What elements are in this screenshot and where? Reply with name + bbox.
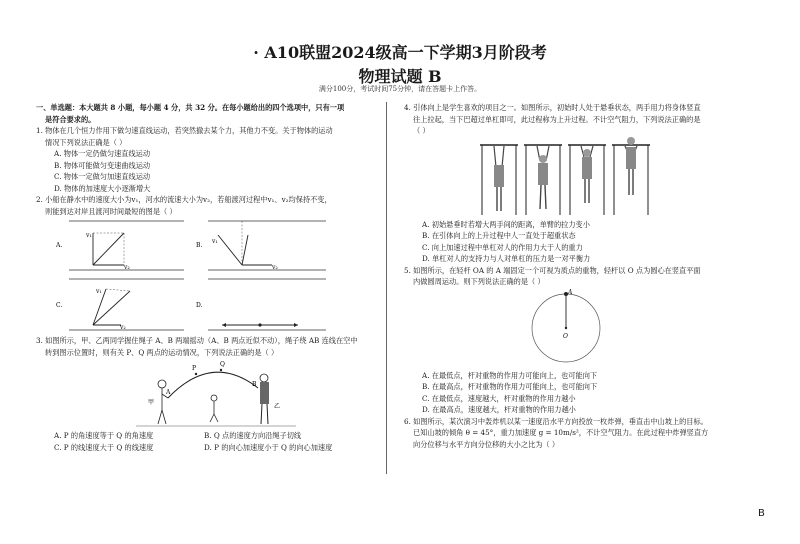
q3-label-p: P (192, 365, 197, 372)
q3-option-b: B. Q 点的速度方向沿绳子切线 (204, 431, 302, 440)
q2c-resultant-arrow (93, 291, 130, 325)
q6-stem: 6. 如图所示，某次演习中轰炸机以某一速度沿水平方向投放一枚炸弹，垂直击中山坡上的目标。 (404, 416, 708, 426)
q2b-v1-arrow (218, 235, 242, 265)
q4-option-a: A. 初始悬垂时若增大两手间的距离，单臂的拉力变小 (422, 219, 590, 229)
q2d-boat (258, 323, 261, 326)
q2d-arrowhead-right (294, 323, 298, 327)
q3-person-jia-leg2 (162, 410, 166, 424)
q4-stem-cont: 往上拉起，当下巴超过单杠即可，此过程称为上升过程。不计空气阻力，下列说法正确的是 (413, 114, 701, 124)
q2c-v2-label: v₂ (120, 324, 126, 331)
q4-figure (404, 137, 768, 219)
q2-stem-cont: 则能到达对岸且渡河时间最短的图是（ ） (45, 206, 177, 216)
q5-label-o: O (563, 332, 568, 340)
q3-label-jia: 甲 (148, 399, 155, 406)
q5-label-a: A (568, 288, 573, 296)
q6-stem-cont2: 向分位移与水平方向分位移的大小之比为（ ） (413, 439, 560, 449)
q3-stem: 3. 如图所示，甲、乙两同学握住绳子 A、B 两端摇动（A、B 两点近似不动），绳子绕 AB 连线在空中 (36, 336, 358, 345)
q4-option-c: C. 向上加速过程中单杠对人的作用力大于人的重力 (422, 242, 583, 252)
page-letter: B (758, 508, 765, 519)
q3-label-q: Q (220, 361, 225, 368)
exam-title: · A10联盟2024级高一下学期3月阶段考 (253, 43, 547, 62)
q3-option-a: A. P 的角速度等于 Q 的角速度 (54, 431, 154, 440)
q2-label-b: B. (196, 242, 203, 249)
q3-stem-cont: 转到图示位置时，则有关 P、Q 两点的运动情况，下列说法正确的是（ ） (45, 347, 279, 357)
q5-figure (404, 288, 768, 370)
q2b-v1-label: v₁ (212, 238, 218, 245)
q3-point-p (195, 373, 197, 375)
q4-option-b: B. 在引体向上的上升过程中人一直处于超重状态 (422, 231, 576, 240)
section-heading-cont: 是符合要求的。 (45, 114, 96, 124)
q3-figure (36, 358, 388, 430)
q3-person-jia-head (158, 380, 166, 388)
q2c-v1-label: v₁ (96, 288, 102, 295)
q3-option-c: C. P 的线速度大于 Q 的线速度 (54, 442, 154, 452)
q3-person-jia-leg1 (158, 410, 162, 424)
exam-subtitle: 物理试题 B (358, 67, 442, 86)
exam-note: 满分100分，考试时间75分钟，请在答题卡上作答。 (318, 85, 482, 93)
q2-label-a: A. (56, 242, 63, 249)
q3-person-yi-leg1 (261, 404, 262, 424)
q3-label-b: B (252, 381, 257, 388)
q2-figures (36, 217, 388, 335)
q5-center (565, 326, 567, 328)
q2b-v2-label: v₂ (272, 264, 278, 271)
section-heading: 一、单选题：本大题共 8 小题，每小题 4 分，共 32 分。在每小题给出的四个选项中，只有一项 (36, 103, 345, 112)
q1-option-d: D. 物体的加速度大小逐渐增大 (54, 183, 151, 193)
q3-person-yi-leg2 (267, 404, 268, 424)
q3-child-head (211, 395, 217, 401)
q4-stem-cont2: （ ） (413, 126, 430, 135)
q1-option-b: B. 物体可能做匀变速曲线运动 (54, 160, 151, 170)
q4-option-d: D. 单杠对人的支持力与人对单杠的压力是一对平衡力 (422, 254, 591, 263)
q3-point-q (220, 369, 222, 371)
q4-frame-2 (524, 145, 562, 215)
q2d-arrowhead-left (222, 323, 226, 327)
q3-rope (168, 372, 258, 398)
q1-stem-cont: 情况下列说法正确是（ ） (45, 137, 127, 147)
q4-frame-3 (568, 145, 606, 215)
q3-label-yi: 乙 (274, 403, 281, 410)
q3-child-leg1 (210, 414, 214, 422)
q4-frame-4 (612, 137, 650, 215)
q5-option-d: D. 在最高点，速度越大，杆对重物的作用力越小 (422, 405, 576, 414)
q3-person-yi-head (260, 374, 268, 382)
q5-option-b: B. 在最高点，杆对重物的作用力可能向上，也可能向下 (422, 382, 598, 391)
q6-stem-cont: 已知山坡的倾角 θ = 45°，重力加速度 g = 10m/s²，不计空气阻力。在此过程中炸弹竖直方 (413, 428, 709, 437)
q4-frame-1 (480, 145, 518, 215)
q1-option-c: C. 物体一定做匀加速直线运动 (54, 172, 151, 181)
q3-option-d: D. P 的向心加速度小于 Q 的向心加速度 (204, 442, 333, 452)
q3-person-yi-body (260, 382, 269, 404)
q2a-v1-label: v₁ (86, 232, 92, 239)
q2a-resultant-arrow (93, 233, 124, 265)
q5-stem-cont: 内做圆周运动。则下列说法正确的是（ ） (413, 277, 545, 286)
q2a-v2-label: v₂ (124, 264, 130, 271)
q1-option-a: A. 物体一定仍做匀速直线运动 (54, 149, 151, 158)
q3-label-a: A (166, 389, 171, 396)
left-column (36, 102, 388, 453)
q3-child-leg2 (214, 414, 218, 422)
q1-stem: 1. 物体在几个恒力作用下做匀速直线运动，若突然撤去某个力，其他力不变。关于物体的运动 (36, 126, 333, 135)
q2c-dash (106, 289, 130, 291)
q2-label-c: C. (56, 302, 63, 309)
q2-label-d: D. (196, 302, 203, 309)
q4-stem: 4. 引体向上是学生喜欢的项目之一。如图所示，初始时人处于悬垂状态，两手用力将身体竖直 (404, 103, 701, 112)
q5-option-a: A. 在最低点，杆对重物的作用力可能向上，也可能向下 (422, 370, 598, 380)
q2b-resultant-arrow (242, 235, 248, 265)
q5-stem: 5. 如图所示，在轻杆 OA 的 A 端固定一个可视为质点的重物，轻杆以 O 点为圆心在竖直平面 (404, 265, 701, 275)
right-column (404, 102, 768, 450)
q5-option-c: C. 在最低点，速度越大，杆对重物的作用力越小 (422, 393, 576, 403)
q2-stem: 2. 小船在静水中的速度大小为v₁，河水的流速大小为v₂，若船渡河过程中v₁、v₂均保持不变， (36, 195, 332, 204)
